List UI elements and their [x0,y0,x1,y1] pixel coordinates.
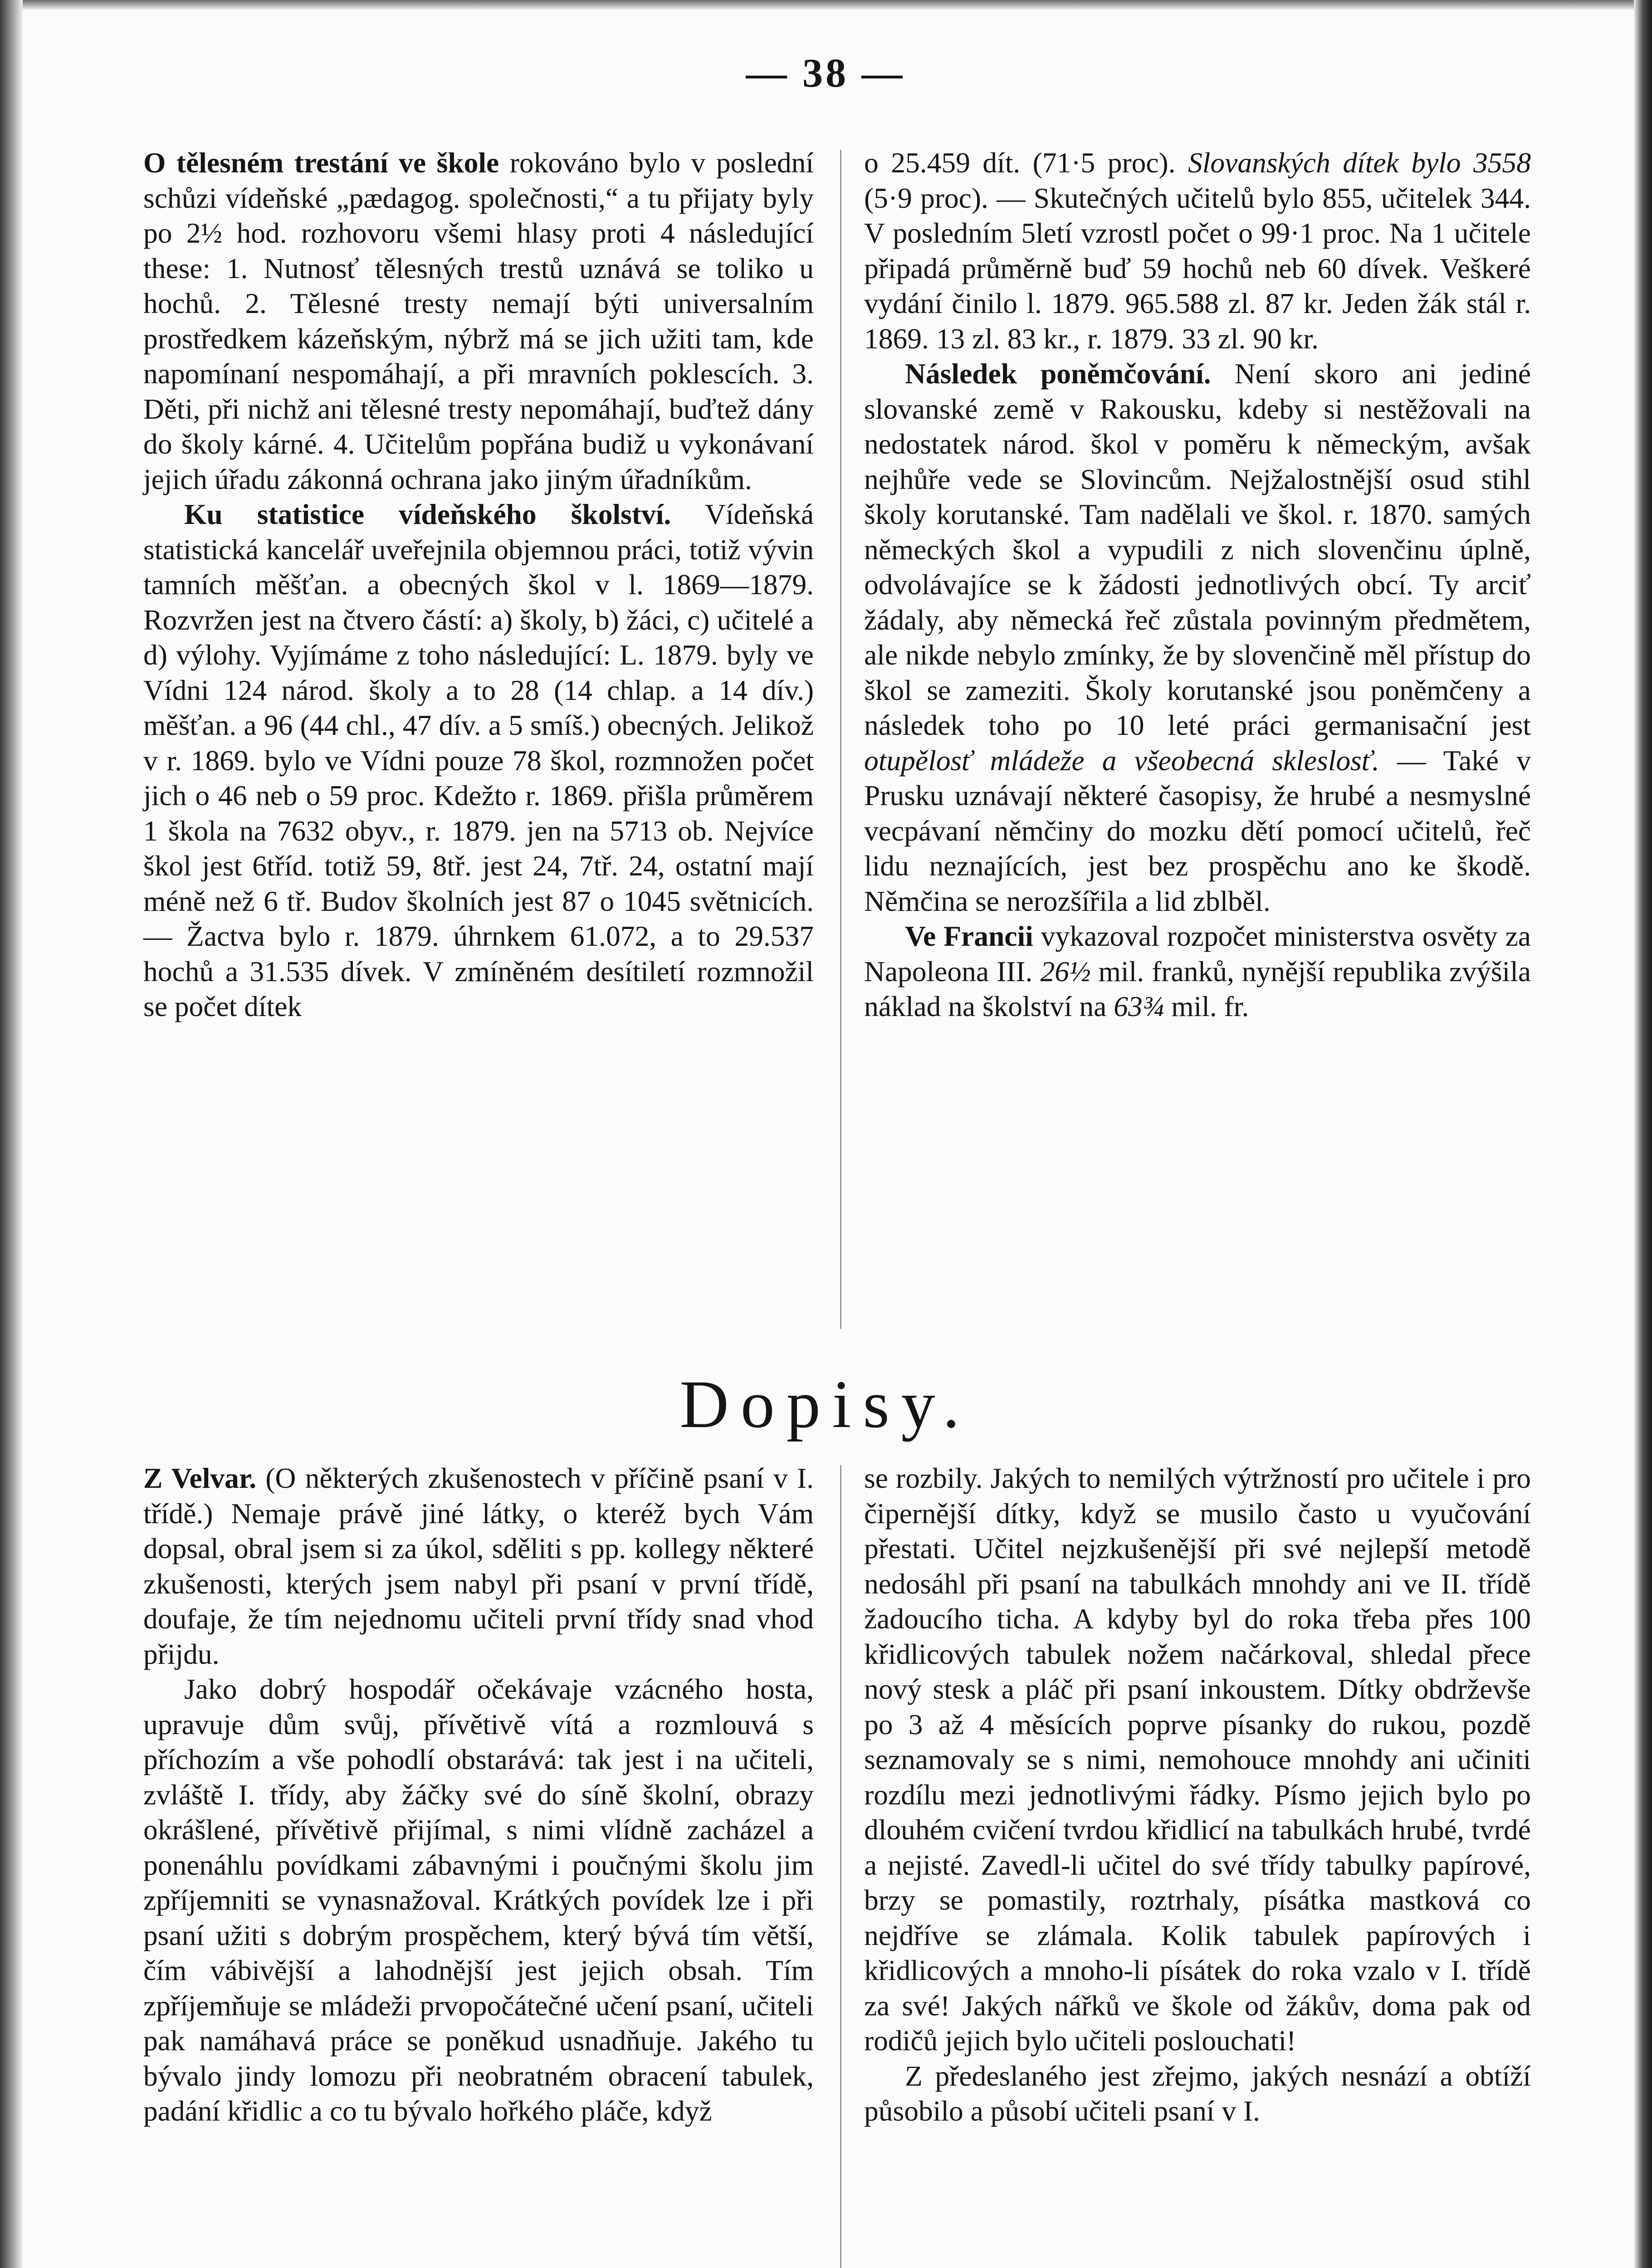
article-text: Není skoro ani jediné slovanské země v Rakousku, kdeby si nestěžovali na nedostatek národ. škol v poměru k německým, avšak nejhůře vede se Slovincům. Nejžalostnější osud stihl školy korutanské. Tam nadělali ve škol. r. 1870. samých německých škol a vypudili z nich slovenčinu úplně, odvolávajíce se k žádosti jednotlivých obcí. Ty arciť žádaly, aby německá řeč zůstala povinným předmětem, ale nikde nebylo zmínky, že by slovenčině měl přístup do škol se zameziti. Školy korutanské jsou poněmčeny a následek toho po 10 leté práci germanisační jest [864,357,1531,741]
article-francie [864,919,1531,1024]
column-bottom-left [143,1461,814,2268]
article-lead: Následek poněmčování. [905,357,1211,390]
section-heading: Dopisy. [679,1367,972,1442]
letter-velvary-conclusion [864,2058,1531,2129]
letter-text: Z předeslaného jest zřejmo, jakých nesnází a obtíží působilo a působí učiteli psaní v I. [864,2059,1531,2127]
article-italic: Slovanských dítek bylo 3558 [1188,147,1531,179]
article-statistika-cont [864,145,1531,356]
article-text: Vídeňská statistická kancelář uveřejnila objemnou práci, totiž vývin tamních měšťan. a obecných škol v l. 1869—1879. Rozvržen jest na čtvero částí: a) školy, b) žáci, c) učitelé a d) výlohy. Vyjímáme z toho následující: L. 1879. byly ve Vídni 124 národ. školy a to 28 (14 chlap. a 14 dív.) měšťan. a 96 (44 chl., 47 dív. a 5 smíš.) obecných. Jelikož v r. 1869. bylo ve Vídni pouze 78 škol, rozmnožen počet jich o 46 neb o 59 proc. Kdežto r. 1869. přišla průměrem 1 škola na 7632 obyv., r. 1879. jen na 5713 ob. Nejvíce škol jest 6tříd. totiž 59, 8tř. jest 24, 7tř. 24, ostatní mají méně než 6 tř. Budov školních jest 87 o 1045 světnicích. — Žactva bylo r. 1879. úhrnkem 61.072, a to 29.537 hochů a 31.535 dívek. V zmíněném desítiletí rozmnožil se počet dítek [143,498,814,1022]
article-italic: otupělosť mládeže a všeobecná skleslosť. [864,744,1379,777]
article-text: rokováno bylo v poslední schůzi vídeňské „pædagog. společnosti,“ a tu přijaty byly po 2½ hod. rozhovoru všemi hlasy proti 4 následující these: 1. Nutnosť tělesných trestů uznává se toliko u hochů. 2. Tělesné tresty nemají býti universalním prostředkem kázeňským, nýbrž má se jich užiti tam, kde napomínaní nespomáhají, a při mravních poklescích. 3. Děti, při nichž ani tělesné tresty nepomáhají, buďtež dány do školy kárné. 4. Učitelům popřána budiž u vykonávaní jejich úřadu zákonná ochrana jako jiným úřadníkům. [143,147,814,495]
column-top-left [143,145,814,1352]
letter-velvary-intro [143,1461,814,1672]
article-lead: Ku statistice vídeňského školství. [184,498,671,530]
letter-velvary-cont [864,1461,1531,2058]
article-text: mil. fr. [1171,990,1249,1022]
column-top-right [864,145,1531,1352]
column-divider-top [840,150,841,1329]
article-text: vykazoval rozpočet ministerstva osvěty za Napoleona III. [864,920,1531,987]
column-divider-bottom [840,1465,841,2268]
article-text: mil. franků, nynější republika zvýšila náklad na školství na [864,955,1531,1022]
article-text: — Také v Prusku uznávají některé časopisy, že hrubé a nesmyslné vecpávaní němčiny do mozku dětí pomocí učitelů, řeč lidu neznajících, jest bez prospěchu ano ke škodě. Němčina se nerozšířila a lid zblběl. [864,744,1531,917]
scan-edge-right [1634,0,1652,2268]
letter-velvary-para [143,1672,814,2129]
scan-edge-top [0,0,1652,10]
scan-edge-left [0,0,23,2268]
article-text: o 25.459 dít. (71·5 proc). [864,147,1176,179]
article-lead: Ve Francii [905,920,1033,952]
column-bottom-right [864,1461,1531,2268]
article-telesne-tresty [143,145,814,497]
letter-text: se rozbily. Jakých to nemilých výtržností pro učitele i pro čipernější dítky, když se musilo často u vyučování přestati. Učitel nejzkušenější při své nejlepší metodě nedosáhl při psaní na tabulkách mnohdy ani ve II. třídě žadoucího ticha. A kdyby byl do roka třeba přes 100 křidlicových tabulek nožem načárkoval, shledal přece nový stesk a pláč při psaní inkoustem. Dítky obdrževše po 3 až 4 měsících poprve písanky do rukou, pozdě seznamovaly se s nimi, nemohouce mnohdy ani učiniti rozdílu mezi jednotlivými řádky. Písmo jejich bylo po dlouhém cvičení tvrdou křidlicí na tabulkách hrubé, tvrdé a nejisté. Zavedl-li učitel do své třídy tabulky papírové, brzy se pomastily, roztrhaly, písátka mastková co nejdříve se zlámala. Kolik tabulek papírových i křidlicových a mnoho-li písátek do roka vzalo v I. třídě za své! Jakých nářků ve škole od žákův, doma pak od rodičů jejich bylo učiteli poslouchati! [864,1462,1531,2057]
article-italic: 26½ [1040,955,1091,987]
article-lead: O tělesném trestání ve škole [143,147,499,179]
article-poněmčování [864,356,1531,919]
page-number: — 38 — [746,51,905,96]
letter-text: Jako dobrý hospodář očekávaje vzácného hosta, upravuje dům svůj, přívětivě vítá a rozmlouvá s příchozím a vše pohodlí obstarává: tak jest i na učiteli, zvláště I. třídy, aby žáčky své do síně školní, obrazy okrášlené, přívětivě přijímal, s nimi vlídně zacházel a ponenáhlu povídkami zábavnými i poučnými školu jim zpříjemniti se vynasnažoval. Krátkých povídek lze i při psaní užiti s dobrým prospěchem, který bývá tím větší, čím vábivější a lahodnější jest jejich obsah. Tím zpříjemňuje se mládeži prvopočátečné učení psaní, učiteli pak namáhavá práce se poněkud usnadňuje. Jakého tu bývalo jindy lomozu při neobratném obracení tabulek, padání křidlic a co tu bývalo hořkého pláče, když [143,1673,814,2127]
article-text: (5·9 proc). — Skutečných učitelů bylo 855, učitelek 344. V posledním 5letí vzrostl počet o 99·1 proc. Na 1 učitele připadá průměrně buď 59 hochů neb 60 dívek. Veškeré vydání činilo l. 1879. 965.588 zl. 87 kr. Jeden žák stál r. 1869. 13 zl. 83 kr., r. 1879. 33 zl. 90 kr. [864,181,1531,355]
article-statistika [143,497,814,1024]
letter-text: (O některých zkušenostech v příčině psaní v I. třídě.) Nemaje právě jiné látky, o kteréž bych Vám dopsal, obral jsem si za úkol, sděliti s pp. kollegy některé zkušenosti, kterých jsem nabyl při psaní v první třídě, doufaje, že tím nejednomu učiteli první třídy snad vhod přijdu. [143,1462,814,1670]
article-italic: 63¾ [1114,990,1164,1022]
letter-lead: Z Velvar. [143,1462,257,1494]
